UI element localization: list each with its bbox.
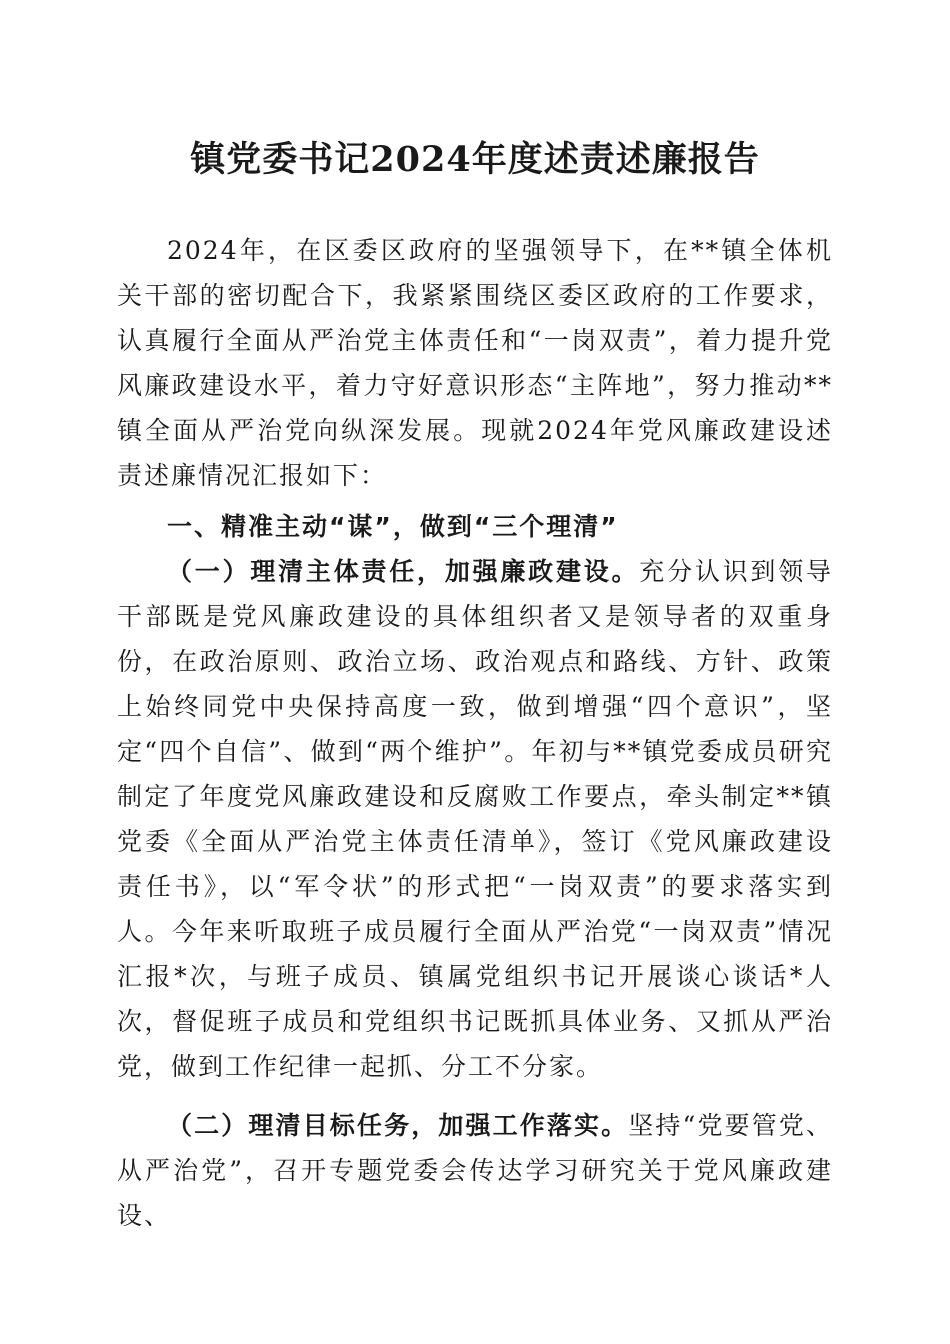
section-heading: 一、精准主动“谋”，做到“三个理清” xyxy=(167,512,619,541)
paragraph-item-1 xyxy=(117,549,833,1089)
paragraph-item-1-lead: （一）理清主体责任，加强廉政建设。 xyxy=(167,557,640,586)
document-title: 镇党委书记2024年度述责述廉报告 xyxy=(190,139,760,180)
intro-paragraph: 2024年，在区委区政府的坚强领导下，在**镇全体机关干部的密切配合下，我紧紧围绕区委区政府的工作要求，认真履行全面从严治党主体责任和“一岗双责”，着力提升党风廉政建设水平，着力守好意识形态“主阵地”，努力推动**镇全面从严治党向纵深发展。现就2024年党风廉政建设述责述廉情况汇报如下： xyxy=(117,236,833,490)
paragraph-item-1-text: 充分认识到领导干部既是党风廉政建设的具体组织者又是领导者的双重身份，在政治原则、政治立场、政治观点和路线、方针、政策上始终同党中央保持高度一致，做到增强“四个意识”，坚定“四个自信”、做到“两个维护”。年初与**镇党委成员研究制定了年度党风廉政建设和反腐败工作要点，牵头制定**镇党委《全面从严治党主体责任清单》，签订《党风廉政建设责任书》，以“军令状”的形式把“一岗双责”的要求落实到人。今年来听取班子成员履行全面从严治党“一岗双责”情况汇报*次，与班子成员、镇属党组织书记开展谈心谈话*人次，督促班子成员和党组织书记既抓具体业务、又抓从严治党，做到工作纪律一起抓、分工不分家。 xyxy=(117,557,833,1081)
paragraph-item-2 xyxy=(117,1103,833,1238)
paragraph-item-2-lead: （二）理清目标任务，加强工作落实。 xyxy=(167,1111,629,1140)
paragraph-item-2-text: 坚持“党要管党、从严治党”，召开专题党委会传达学习研究关于党风廉政建设、 xyxy=(117,1111,833,1230)
document-body xyxy=(117,228,833,1238)
